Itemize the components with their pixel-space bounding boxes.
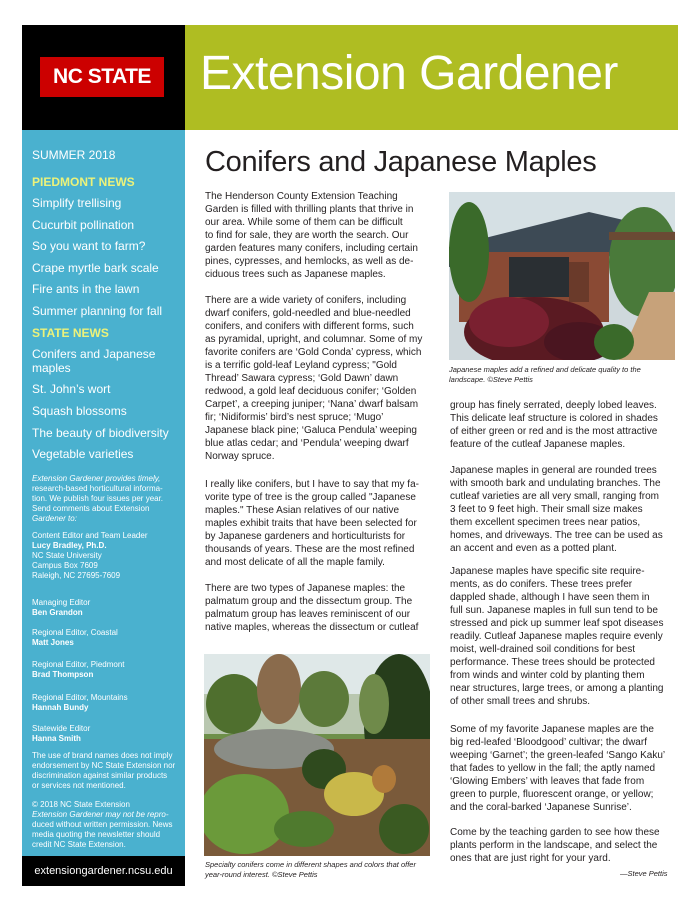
about-text: tion. We publish four issues per year. bbox=[32, 494, 164, 503]
editor-name: Hannah Bundy bbox=[32, 703, 89, 712]
disclaimer-text: or services not mentioned. bbox=[32, 781, 126, 790]
nav-item-conifers-maples[interactable]: Conifers and Japanese bbox=[32, 347, 156, 361]
nav-item-fire-ants[interactable]: Fire ants in the lawn bbox=[32, 282, 140, 296]
nav-item-summer-planning[interactable]: Summer planning for fall bbox=[32, 304, 163, 318]
copyright-text: media quoting the newsletter should bbox=[32, 830, 161, 839]
copyright-text: Extension Gardener may not be repro- bbox=[32, 810, 169, 819]
photo-caption-conifers: Specialty conifers come in different shapes and colors that offer year-round interest. ©Steve Pettis bbox=[205, 860, 416, 879]
disclaimer-text: endorsement by NC State Extension nor bbox=[32, 761, 176, 770]
editor-role: Regional Editor, Coastal bbox=[32, 628, 118, 637]
article-paragraph: I really like conifers, but I have to say that my fa- vorite type of tree is the group called "Japanese maples." These Asian relatives of our native maples exhibit traits that have been selected for by Japanese gardeners and horticulturists for thousands of years. These are the most refined and most delicate of all the maple family. bbox=[205, 479, 419, 568]
conifer-garden-photo bbox=[204, 654, 430, 856]
nav-item-cucurbit-pollination[interactable]: Cucurbit pollination bbox=[32, 218, 135, 232]
copyright-text: credit NC State Extension. bbox=[32, 840, 126, 849]
disclaimer-text: The use of brand names does not imply bbox=[32, 751, 173, 760]
article-paragraph: The Henderson County Extension Teaching Garden is filled with thrilling plants that thrive in our area. While some of them can be difficult to find for sale, they are worth the search. Our garden features many conifers, including certain pines, cypresses, and hemlocks, as well as de- ciduous trees such as Japanese maples. bbox=[205, 191, 418, 280]
article-headline: Conifers and Japanese Maples bbox=[205, 146, 597, 178]
editor-name: Hanna Smith bbox=[32, 734, 81, 743]
nav-item-conifers-maples-cont[interactable]: maples bbox=[32, 361, 71, 375]
article-paragraph: There are a wide variety of conifers, including dwarf conifers, gold-needled and blue-needled conifers, and conifers with different forms, such as pyramidal, upright, and columnar. Some of my favorite conifers are ‘Gold Conda’ cypress, which is a terrific gold-leaf Leyland cypress; "Gold Thread’ Sawara cypress; ‘Gold Dawn’ dawn redwood, a gold leaf deciduous conifer; ‘Golden Carpet’, a creeping juniper; ‘Nana’ dwarf balsam fir; ‘Nidiformis’ bird’s nest spruce; ‘Mugo’ Japanese black pine; ‘Galuca Pendula’ weeping blue atlas cedar; and ‘Pendula’ weeping dwarf Norway spruce. bbox=[205, 295, 423, 462]
about-text: research-based horticultural informa- bbox=[32, 484, 163, 493]
article-paragraph: Japanese maples in general are rounded trees with smooth bark and undulating branches. The cutleaf varieties are all very small, ranging from 3 feet to 9 feet high. Their small size makes them excellent specimen trees near patios, homes, and driveways. The tree can be used as an accent and even as a potted plant. bbox=[450, 465, 663, 554]
nav-item-want-to-farm[interactable]: So you want to farm? bbox=[32, 239, 146, 253]
copyright-text: duced without written permission. News bbox=[32, 820, 173, 829]
contact-address: Raleigh, NC 27695-7609 bbox=[32, 571, 121, 580]
nav-item-squash-blossoms[interactable]: Squash blossoms bbox=[32, 404, 127, 418]
nav-item-simplify-trellising[interactable]: Simplify trellising bbox=[32, 196, 122, 210]
nav-item-st-johns-wort[interactable]: St. John’s wort bbox=[32, 382, 111, 396]
editor-role: Statewide Editor bbox=[32, 724, 91, 733]
issue-season: SUMMER 2018 bbox=[32, 148, 116, 162]
newsletter-title: Extension Gardener bbox=[200, 47, 618, 100]
contact-role: Content Editor and Team Leader bbox=[32, 531, 148, 540]
sidebar bbox=[22, 130, 185, 886]
author-byline: —Steve Pettis bbox=[620, 869, 668, 878]
editor-name: Brad Thompson bbox=[32, 670, 94, 679]
contact-address: NC State University bbox=[32, 551, 102, 560]
state-news-heading: STATE NEWS bbox=[32, 326, 109, 340]
photo-caption-maples: Japanese maples add a refined and delicate quality to the landscape. ©Steve Pettis bbox=[449, 365, 641, 384]
editor-role: Regional Editor, Mountains bbox=[32, 693, 128, 702]
contact-address: Campus Box 7609 bbox=[32, 561, 98, 570]
editor-name: Ben Grandon bbox=[32, 608, 83, 617]
about-text: Send comments about Extension bbox=[32, 504, 150, 513]
article-paragraph: Some of my favorite Japanese maples are the big red-leafed ‘Bloodgood’ cultivar; the dwarf weeping ‘Garnet’; the green-leafed ‘Sango Kaku’ that fades to yellow in the fall; the aptly named ‘Glowing Embers’ with leaves that fade from green to purple, fluorescent orange, or yellow; and the coral-barked ‘Japanese Sunrise’. bbox=[450, 724, 666, 813]
about-text: Extension Gardener provides timely, bbox=[32, 474, 161, 483]
article-paragraph: There are two types of Japanese maples: the palmatum group and the dissectum group. The palmatum group has leaves reminiscent of our native maples, whereas the dissectum or cutleaf bbox=[205, 583, 419, 633]
article-paragraph: group has finely serrated, deeply lobed leaves. This delicate leaf structure is colored in shades of either green or red and is the most attractive feature of the cutleaf Japanese maples. bbox=[450, 400, 658, 450]
website-footer bbox=[22, 856, 185, 886]
disclaimer-text: discrimination against similar products bbox=[32, 771, 168, 780]
editor-name: Matt Jones bbox=[32, 638, 74, 647]
nav-item-biodiversity[interactable]: The beauty of biodiversity bbox=[32, 426, 169, 440]
article-paragraph: Come by the teaching garden to see how these plants perform in the landscape, and select the ones that are just right for your yard. bbox=[450, 827, 660, 864]
nc-state-logo: NC STATE bbox=[40, 57, 164, 97]
about-text: Gardener to: bbox=[32, 514, 77, 523]
website-link[interactable]: extensiongardener.ncsu.edu bbox=[34, 865, 173, 877]
japanese-maples-photo bbox=[449, 192, 675, 360]
piedmont-news-heading: PIEDMONT NEWS bbox=[32, 175, 135, 189]
editor-role: Regional Editor, Piedmont bbox=[32, 660, 125, 669]
contact-name: Lucy Bradley, Ph.D. bbox=[32, 541, 107, 550]
copyright-text: © 2018 NC State Extension bbox=[32, 800, 130, 809]
article-paragraph: Japanese maples have specific site require- ments, as do conifers. These trees prefer dappled shade, although I have seen them in full sun. Japanese maples in full sun tend to be stressed and pick up summer leaf spot diseases readily. Cutleaf Japanese maples require evenly moist, well-drained soil conditions for best performance. These trees should be protected from winds and winter cold by planting them near structures, large trees, or among a planting of other small trees and shrubs. bbox=[450, 566, 664, 707]
nav-item-vegetable-varieties[interactable]: Vegetable varieties bbox=[32, 447, 134, 461]
nav-item-crape-myrtle[interactable]: Crape myrtle bark scale bbox=[32, 261, 159, 275]
editor-role: Managing Editor bbox=[32, 598, 91, 607]
